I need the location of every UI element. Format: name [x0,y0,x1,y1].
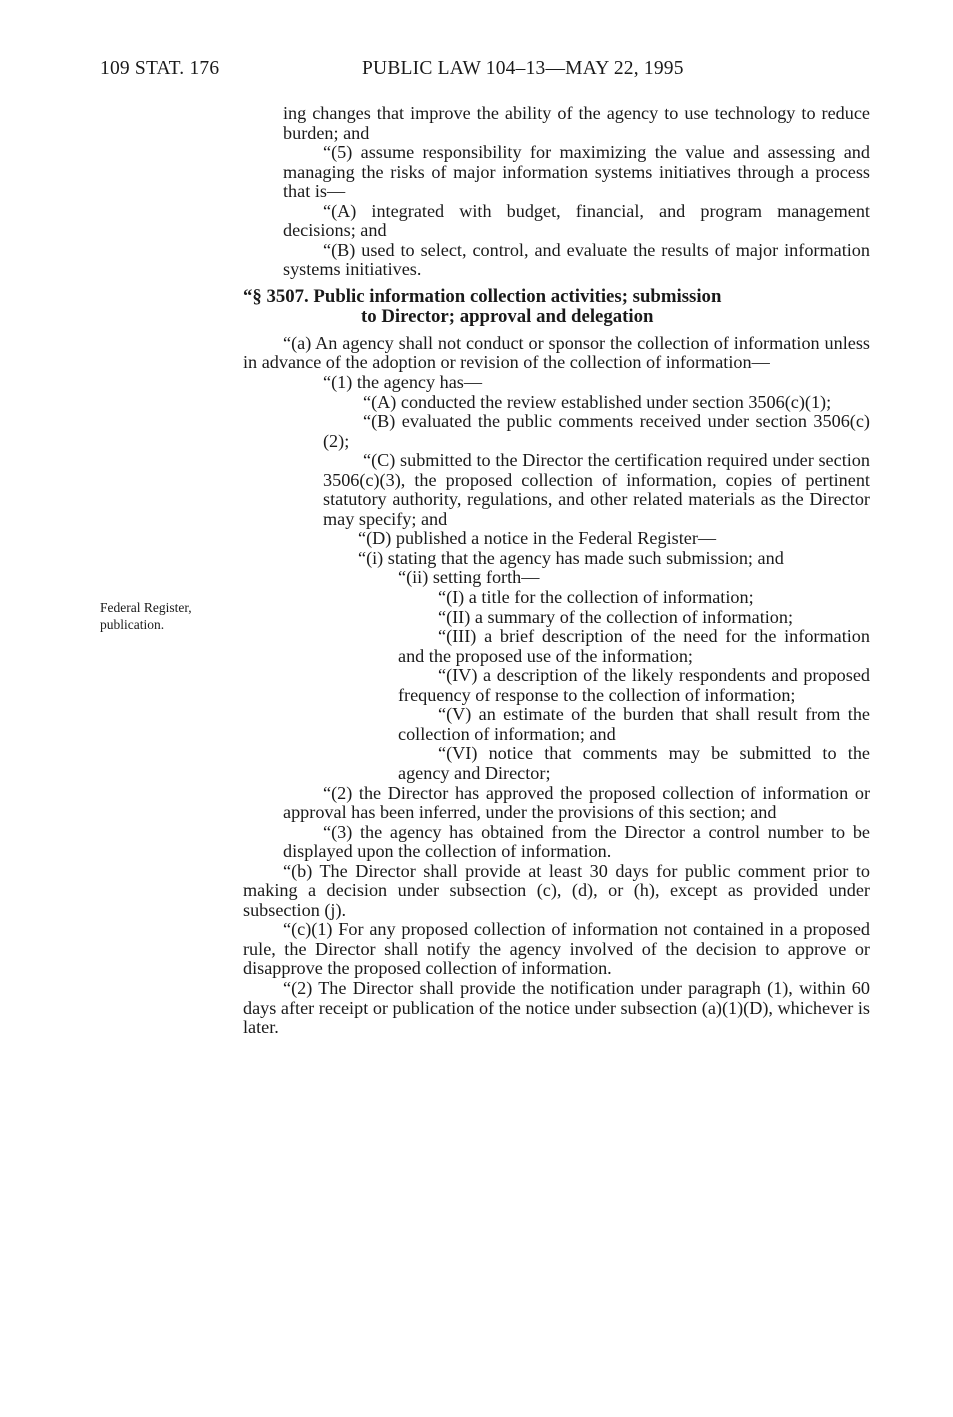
paragraph-a-1-B: “(B) evaluated the public comments received under section 3506(c)(2); [323,411,870,451]
paragraph-a-1-D-ii-III: “(III) a brief description of the need for the information and the proposed use of the information; [398,626,870,666]
paragraph-c-2: “(2) The Director shall provide the notification under paragraph (1), within 60 days after receipt or publication of the notice under subsection (a)(1)(D), whichever is later. [243,977,870,1038]
paragraph-a-1-D-ii-V: “(V) an estimate of the burden that shall result from the collection of information; and [398,704,870,744]
margin-note-line-1: Federal Register, [100,600,192,615]
paragraph-a-1-C: “(C) submitted to the Director the certification required under section 3506(c)(3), the proposed collection of information, copies of pertinent statutory authority, regulations, and other related materials as the Director may specify; and [323,450,870,529]
margin-note-line-2: publication. [100,617,165,632]
section-heading-line-1: “§ 3507. Public information collection activities; submission [243,285,722,307]
paragraph-a-1-D: “(D) published a notice in the Federal Register— [358,528,717,549]
paragraph-item-5: “(5) assume responsibility for maximizing the value and assessing and managing the risks of major information systems initiatives through a process that is— [283,142,870,202]
paragraph-a-1-D-ii: “(ii) setting forth— [398,567,540,588]
section-heading-line-2: to Director; approval and delegation [361,305,654,327]
page-header [100,58,860,88]
paragraph-a-3: “(3) the agency has obtained from the Director a control number to be displayed upon the collection of information. [283,821,870,862]
section-heading-3507 [243,287,870,327]
paragraph-a-1-D-ii-VI: “(VI) notice that comments may be submitted to the agency and Director; [398,743,870,783]
paragraph-b: “(b) The Director shall provide at least 30 days for public comment prior to making a decision under subsection (c), (d), or (h), except as provided under subsection (j). [243,860,870,920]
paragraph-a-1-A: “(A) conducted the review established under section 3506(c)(1); [363,391,832,412]
paragraph-a-1-D-ii-IV: “(IV) a description of the likely respondents and proposed frequency of response to the collection of information; [398,665,870,705]
paragraph-c-1: “(c)(1) For any proposed collection of information not contained in a proposed rule, the Director shall notify the agency involved of the decision to approve or disapprove the proposed collection of information. [243,919,870,979]
paragraph-item-5-A: “(A) integrated with budget, financial, and program management decisions; and [283,200,870,241]
public-law-title: PUBLIC LAW 104–13—MAY 22, 1995 [362,58,684,79]
stat-page-number: 109 STAT. 176 [100,58,220,79]
paragraph-a: “(a) An agency shall not conduct or sponsor the collection of information unless in advance of the adoption or revision of the collection of information— [243,332,870,373]
paragraph-a-1-D-i: “(i) stating that the agency has made such submission; and [358,547,784,568]
paragraph-a-2: “(2) the Director has approved the proposed collection of information or approval has been inferred, under the provisions of this section; and [283,782,870,823]
paragraph-a-1: “(1) the agency has— [323,372,483,393]
paragraph-item-5-B: “(B) used to select, control, and evaluate the results of major information systems initiatives. [283,239,870,280]
body-text [243,104,870,1038]
paragraph-continuation: ing changes that improve the ability of the agency to use technology to reduce burden; and [283,103,870,143]
margin-note [100,599,240,633]
paragraph-a-1-D-ii-II: “(II) a summary of the collection of information; [438,606,794,627]
paragraph-a-1-D-ii-I: “(I) a title for the collection of information; [438,587,754,608]
